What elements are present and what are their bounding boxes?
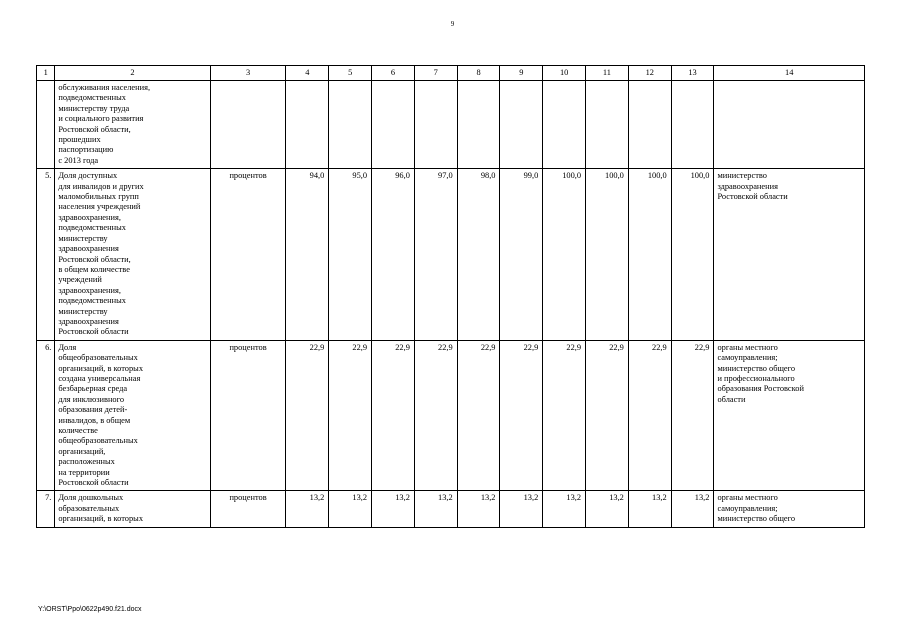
value-cell: 100,0 bbox=[628, 169, 671, 341]
column-header: 7 bbox=[414, 66, 457, 81]
indicator-name-cell: Доля общеобразовательных организаций, в которых создана универсальная безбарьерная среда для инклюзивного образования детей- инвалидов, в общем количестве общеобразовательных организаций, расположенных на территории Ростовской области bbox=[55, 340, 210, 491]
file-path-footer: Y:\ORST\Ppo\0622p490.f21.docx bbox=[38, 606, 142, 613]
column-header: 2 bbox=[55, 66, 210, 81]
responsible-cell bbox=[714, 81, 865, 169]
table-row bbox=[37, 169, 865, 341]
value-cell bbox=[628, 81, 671, 169]
value-cell: 96,0 bbox=[372, 169, 415, 341]
column-header: 6 bbox=[372, 66, 415, 81]
column-header: 13 bbox=[671, 66, 714, 81]
row-number-cell bbox=[37, 81, 55, 169]
value-cell: 13,2 bbox=[500, 491, 543, 527]
row-number-cell: 5. bbox=[37, 169, 55, 341]
column-header: 4 bbox=[286, 66, 329, 81]
value-cell: 22,9 bbox=[414, 340, 457, 491]
column-header: 14 bbox=[714, 66, 865, 81]
value-cell: 13,2 bbox=[329, 491, 372, 527]
value-cell bbox=[543, 81, 586, 169]
value-cell: 100,0 bbox=[671, 169, 714, 341]
value-cell: 22,9 bbox=[457, 340, 500, 491]
page-number: 9 bbox=[450, 20, 455, 28]
value-cell: 94,0 bbox=[286, 169, 329, 341]
value-cell: 22,9 bbox=[500, 340, 543, 491]
indicators-table bbox=[36, 65, 865, 528]
column-number-header-row bbox=[37, 66, 865, 81]
column-header: 11 bbox=[586, 66, 629, 81]
value-cell: 99,0 bbox=[500, 169, 543, 341]
value-cell: 22,9 bbox=[543, 340, 586, 491]
indicator-name-cell: Доля доступных для инвалидов и других маломобильных групп населения учреждений здравоохранения, подведомственных министерству здравоохранения Ростовской области, в общем количестве учреждений здравоохранения, подведомственных министерству здравоохранения Ростовской области bbox=[55, 169, 210, 341]
value-cell bbox=[457, 81, 500, 169]
value-cell bbox=[586, 81, 629, 169]
unit-cell: процентов bbox=[210, 340, 286, 491]
column-header: 8 bbox=[457, 66, 500, 81]
value-cell: 22,9 bbox=[628, 340, 671, 491]
value-cell: 13,2 bbox=[671, 491, 714, 527]
value-cell: 13,2 bbox=[372, 491, 415, 527]
value-cell: 13,2 bbox=[543, 491, 586, 527]
value-cell bbox=[286, 81, 329, 169]
value-cell: 13,2 bbox=[628, 491, 671, 527]
unit-cell: процентов bbox=[210, 491, 286, 527]
value-cell: 100,0 bbox=[586, 169, 629, 341]
value-cell: 100,0 bbox=[543, 169, 586, 341]
value-cell: 97,0 bbox=[414, 169, 457, 341]
responsible-cell: органы местного самоуправления; министерство общего и профессионального образования Ростовской области bbox=[714, 340, 865, 491]
value-cell bbox=[500, 81, 543, 169]
value-cell bbox=[414, 81, 457, 169]
value-cell: 22,9 bbox=[286, 340, 329, 491]
table-row bbox=[37, 340, 865, 491]
column-header: 9 bbox=[500, 66, 543, 81]
column-header: 1 bbox=[37, 66, 55, 81]
value-cell bbox=[329, 81, 372, 169]
row-number-cell: 7. bbox=[37, 491, 55, 527]
value-cell: 22,9 bbox=[372, 340, 415, 491]
value-cell: 98,0 bbox=[457, 169, 500, 341]
value-cell: 13,2 bbox=[586, 491, 629, 527]
value-cell bbox=[671, 81, 714, 169]
unit-cell bbox=[210, 81, 286, 169]
indicator-name-cell: обслуживания населения, подведомственных министерству труда и социального развития Ростовской области, прошедших паспортизацию с 2013 года bbox=[55, 81, 210, 169]
value-cell: 22,9 bbox=[671, 340, 714, 491]
responsible-cell: органы местного самоуправления; министерство общего bbox=[714, 491, 865, 527]
value-cell: 13,2 bbox=[457, 491, 500, 527]
value-cell: 22,9 bbox=[329, 340, 372, 491]
value-cell: 22,9 bbox=[586, 340, 629, 491]
value-cell bbox=[372, 81, 415, 169]
table-row bbox=[37, 491, 865, 527]
value-cell: 13,2 bbox=[414, 491, 457, 527]
value-cell: 95,0 bbox=[329, 169, 372, 341]
indicator-name-cell: Доля дошкольных образовательных организаций, в которых bbox=[55, 491, 210, 527]
row-number-cell: 6. bbox=[37, 340, 55, 491]
table-row bbox=[37, 81, 865, 169]
column-header: 3 bbox=[210, 66, 286, 81]
unit-cell: процентов bbox=[210, 169, 286, 341]
column-header: 12 bbox=[628, 66, 671, 81]
responsible-cell: министерство здравоохранения Ростовской области bbox=[714, 169, 865, 341]
value-cell: 13,2 bbox=[286, 491, 329, 527]
column-header: 5 bbox=[329, 66, 372, 81]
column-header: 10 bbox=[543, 66, 586, 81]
